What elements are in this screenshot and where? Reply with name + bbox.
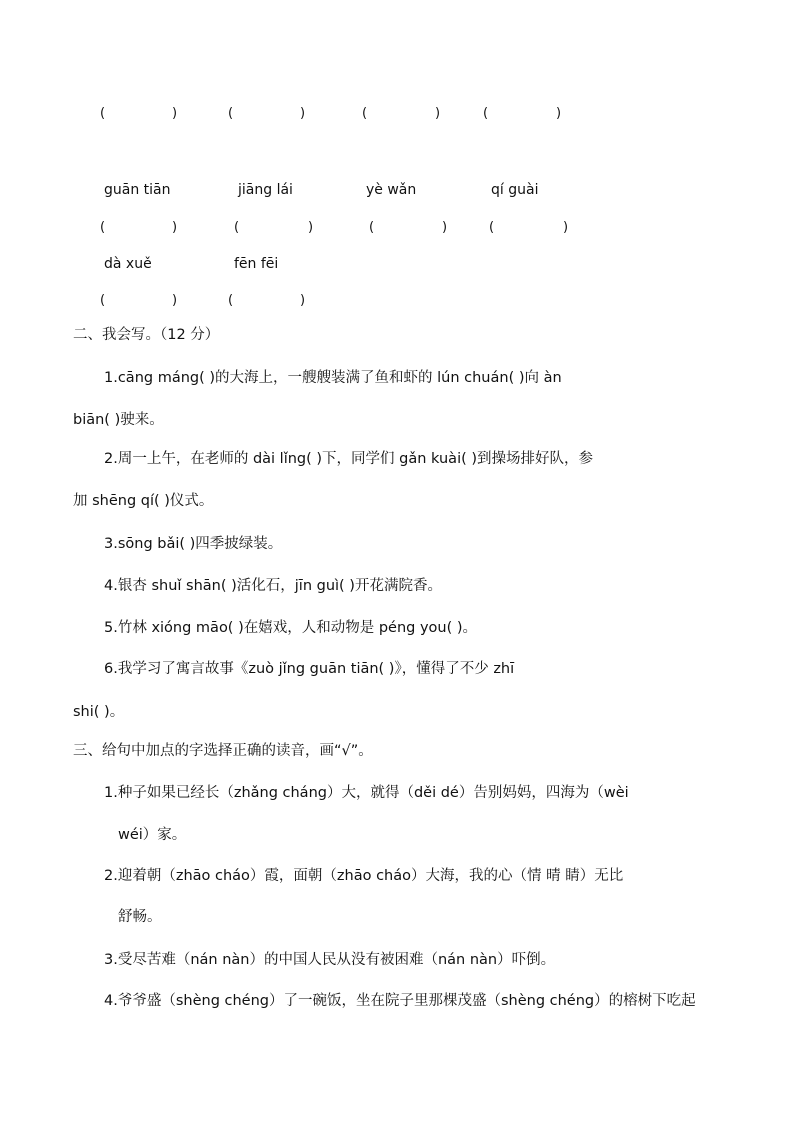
blank-open: ( bbox=[100, 293, 106, 308]
section-heading: 三、给句中加点的字选择正确的读音，画“√”。 bbox=[73, 743, 373, 759]
blank-open: ( bbox=[483, 106, 489, 121]
question-line: 1.种子如果已经长（zhǎng cháng）大，就得（děi dé）告别妈妈，四海为（wèi bbox=[104, 785, 629, 801]
blank-close: ) bbox=[563, 220, 569, 235]
blank-open: ( bbox=[228, 106, 234, 121]
blank-open: ( bbox=[100, 106, 106, 121]
blank-open: ( bbox=[100, 220, 106, 235]
question-line: 舒畅。 bbox=[118, 909, 162, 925]
blank-close: ) bbox=[172, 220, 178, 235]
pinyin-word: dà xuě bbox=[104, 256, 152, 272]
blank-open: ( bbox=[234, 220, 240, 235]
blank-open: ( bbox=[362, 106, 368, 121]
blank-close: ) bbox=[300, 106, 306, 121]
question-line: 2.迎着朝（zhāo cháo）霞，面朝（zhāo cháo）大海，我的心（情 晴 睛）无比 bbox=[104, 868, 624, 884]
pinyin-word: fēn fēi bbox=[234, 256, 279, 272]
question-line: 6.我学习了寓言故事《zuò jǐng guān tiān( )》，懂得了不少 zhī bbox=[104, 661, 515, 677]
blank-close: ) bbox=[435, 106, 441, 121]
section-heading: 二、我会写。（12 分） bbox=[73, 327, 220, 343]
blank-close: ) bbox=[308, 220, 314, 235]
pinyin-word: guān tiān bbox=[104, 182, 171, 198]
blank-open: ( bbox=[228, 293, 234, 308]
blank-close: ) bbox=[172, 293, 178, 308]
blank-open: ( bbox=[369, 220, 375, 235]
blank-open: ( bbox=[489, 220, 495, 235]
pinyin-word: jiāng lái bbox=[238, 182, 293, 198]
blank-close: ) bbox=[300, 293, 306, 308]
question-line: 2.周一上午，在老师的 dài lǐng( )下，同学们 gǎn kuài( )到操场排好队，参 bbox=[104, 451, 594, 467]
question-line: 4.银杏 shuǐ shān( )活化石，jīn guì( )开花满院香。 bbox=[104, 578, 442, 594]
question-line: 1.cāng máng( )的大海上，一艘艘装满了鱼和虾的 lún chuán( )向 àn bbox=[104, 370, 562, 386]
question-line: wéi）家。 bbox=[118, 827, 187, 843]
pinyin-word: yè wǎn bbox=[366, 182, 417, 198]
question-line: 3.sōng bǎi( )四季披绿装。 bbox=[104, 536, 283, 552]
blank-close: ) bbox=[442, 220, 448, 235]
question-line: shi( )。 bbox=[73, 704, 125, 720]
blank-close: ) bbox=[172, 106, 178, 121]
blank-close: ) bbox=[556, 106, 562, 121]
question-line: 4.爷爷盛（shèng chéng）了一碗饭，坐在院子里那棵茂盛（shèng chéng）的榕树下吃起 bbox=[104, 993, 696, 1009]
question-line: biān( )驶来。 bbox=[73, 412, 164, 428]
question-line: 5.竹林 xióng māo( )在嬉戏，人和动物是 péng you( )。 bbox=[104, 620, 478, 636]
question-line: 3.受尽苦难（nán nàn）的中国人民从没有被困难（nán nàn）吓倒。 bbox=[104, 952, 556, 968]
question-line: 加 shēng qí( )仪式。 bbox=[73, 493, 214, 509]
pinyin-word: qí guài bbox=[491, 182, 539, 198]
